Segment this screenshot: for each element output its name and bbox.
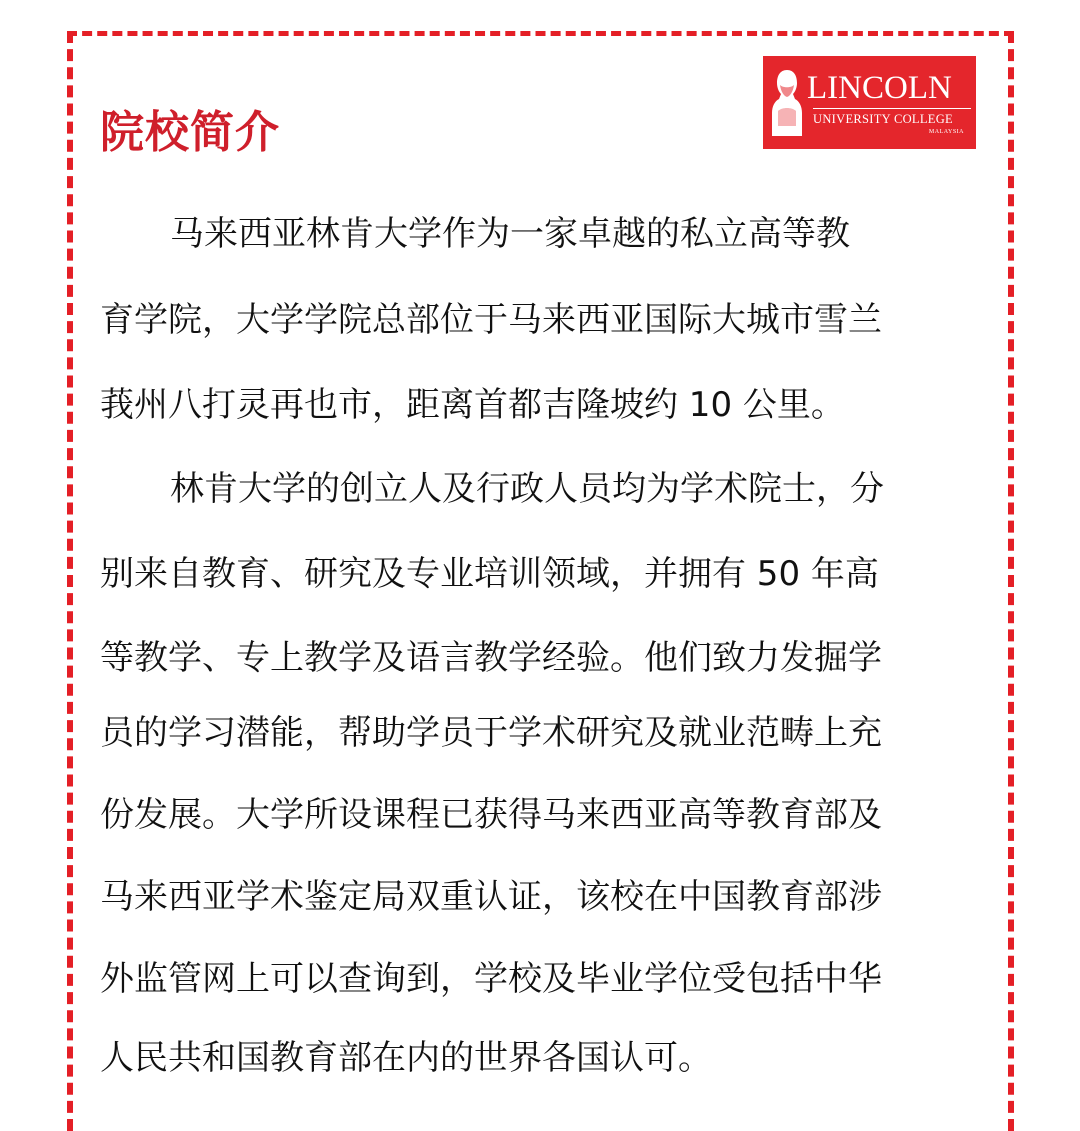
section-heading: 院校简介 [100, 107, 280, 158]
paragraph-2-line-7: 外监管网上可以查询到，学校及毕业学位受包括中华 [100, 959, 882, 999]
lincoln-bust-icon [769, 66, 805, 138]
paragraph-2-line-8: 人民共和国教育部在内的世界各国认可。 [100, 1038, 712, 1078]
logo-subtitle: UNIVERSITY COLLEGE [813, 108, 971, 126]
logo-name: LINCOLN [807, 70, 952, 106]
paragraph-1-line-1: 马来西亚林肯大学作为一家卓越的私立高等教 [170, 214, 850, 254]
paragraph-1-line-3: 莪州八打灵再也市，距离首都吉隆坡约 10 公里。 [100, 385, 845, 425]
paragraph-2-line-1: 林肯大学的创立人及行政人员均为学术院士，分 [170, 469, 884, 509]
paragraph-2-line-3: 等教学、专上教学及语言教学经验。他们致力发掘学 [100, 638, 882, 678]
paragraph-2-line-6: 马来西亚学术鉴定局双重认证，该校在中国教育部涉 [100, 877, 882, 917]
paragraph-2-line-5: 份发展。大学所设课程已获得马来西亚高等教育部及 [100, 795, 882, 835]
paragraph-1-line-2: 育学院，大学学院总部位于马来西亚国际大城市雪兰 [100, 300, 882, 340]
college-logo [763, 56, 976, 149]
paragraph-2-line-2: 别来自教育、研究及专业培训领域，并拥有 50 年高 [100, 554, 879, 594]
logo-tagline: MALAYSIA [928, 129, 964, 135]
paragraph-2-line-4: 员的学习潜能，帮助学员于学术研究及就业范畴上充 [100, 713, 882, 753]
